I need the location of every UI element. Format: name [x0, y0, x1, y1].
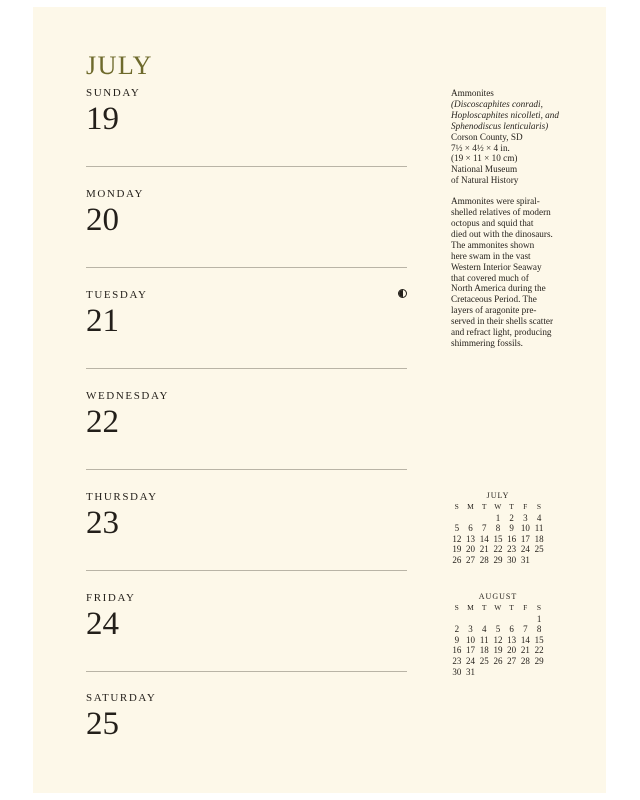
credit-line: of Natural History	[451, 175, 519, 186]
artwork-credit	[451, 88, 561, 186]
calendar-date[interactable]: 3	[468, 624, 473, 635]
day-entry[interactable]	[86, 87, 407, 187]
description-line: shimmering fossils.	[451, 337, 523, 348]
calendar-date[interactable]: 27	[466, 554, 476, 565]
day-number: 21	[86, 303, 119, 339]
calendar-date	[491, 667, 505, 678]
calendar-date[interactable]: 29	[493, 554, 503, 565]
day-name: TUESDAY	[86, 289, 148, 301]
description-line: Cretaceous Period. The	[451, 294, 537, 305]
calendar-date[interactable]: 2	[509, 512, 514, 523]
weekday-header: M	[467, 603, 475, 612]
day-entry[interactable]	[86, 188, 407, 288]
calendar-date[interactable]: 8	[495, 523, 501, 534]
calendar-date[interactable]: 10	[520, 523, 530, 534]
day-name: MONDAY	[86, 188, 145, 200]
credit-line: National Museum	[451, 164, 518, 175]
artwork-caption	[451, 88, 561, 349]
calendar-date	[464, 614, 478, 625]
calendar-date[interactable]: 27	[507, 655, 517, 666]
calendar-date[interactable]: 7	[523, 624, 528, 635]
credit-line: (19 × 11 × 10 cm)	[451, 153, 518, 164]
mini-calendar-title: JULY	[486, 491, 510, 500]
calendar-date[interactable]: 28	[520, 655, 530, 666]
calendar-date[interactable]: 8	[536, 624, 542, 635]
calendar-date[interactable]: 13	[507, 634, 517, 645]
day-number: 25	[86, 706, 119, 742]
description-line: Western Interior Seaway	[451, 261, 542, 272]
description-line: died out with the dinosaurs.	[451, 228, 553, 239]
day-number: 23	[86, 505, 119, 541]
calendar-date	[477, 513, 491, 524]
calendar-date[interactable]: 21	[520, 645, 530, 656]
credit-line: Hoploscaphites nicolleti, and	[451, 109, 559, 120]
description-line: here swam in the vast	[451, 250, 531, 261]
calendar-date[interactable]: 22	[534, 645, 544, 656]
mini-calendar	[450, 491, 546, 566]
calendar-date[interactable]: 20	[507, 645, 517, 656]
calendar-date[interactable]: 12	[493, 634, 503, 645]
day-divider	[86, 469, 407, 470]
calendar-date	[491, 614, 505, 625]
description-line: octopus and squid that	[451, 217, 534, 228]
weekday-header: W	[494, 603, 502, 612]
calendar-date[interactable]: 23	[452, 655, 462, 666]
mini-calendar-title: AUGUST	[478, 592, 518, 601]
credit-line: (Discoscaphites conradi,	[451, 98, 543, 109]
calendar-date[interactable]: 30	[507, 554, 517, 565]
day-divider	[86, 166, 407, 167]
calendar-date	[450, 614, 464, 625]
description-line: layers of aragonite pre-	[451, 305, 537, 316]
calendar-date[interactable]: 12	[452, 533, 462, 544]
calendar-date[interactable]: 5	[495, 624, 501, 635]
calendar-date[interactable]: 24	[466, 655, 476, 666]
mini-calendar-grid	[450, 502, 546, 566]
calendar-date[interactable]: 25	[479, 655, 489, 666]
calendar-date	[477, 614, 491, 625]
weekday-header: F	[523, 502, 528, 511]
calendar-date[interactable]: 22	[493, 544, 503, 555]
weekday-header: T	[481, 603, 487, 612]
calendar-date	[450, 513, 464, 524]
calendar-date[interactable]: 17	[466, 645, 476, 656]
calendar-date[interactable]: 6	[468, 523, 473, 534]
mini-calendar-grid	[450, 603, 546, 677]
calendar-date	[505, 667, 519, 678]
day-number: 19	[86, 101, 119, 137]
calendar-date[interactable]: 31	[466, 666, 476, 677]
calendar-date[interactable]: 2	[454, 624, 460, 635]
weekday-header: T	[481, 502, 487, 511]
calendar-date[interactable]: 3	[523, 512, 528, 523]
weekday-header: F	[523, 603, 528, 612]
calendar-date[interactable]: 17	[520, 533, 530, 544]
day-name: WEDNESDAY	[86, 390, 170, 402]
day-divider	[86, 267, 407, 268]
calendar-date	[477, 667, 491, 678]
day-entry[interactable]	[86, 692, 407, 792]
calendar-date[interactable]: 5	[454, 523, 460, 534]
day-divider	[86, 671, 407, 672]
day-divider	[86, 368, 407, 369]
weekday-header: M	[467, 502, 475, 511]
weekday-header: W	[494, 502, 502, 511]
calendar-date	[532, 667, 546, 678]
mini-calendar	[450, 592, 546, 677]
description-line: that covered much of	[451, 272, 529, 283]
calendar-date	[519, 667, 533, 678]
weekday-header: T	[509, 603, 515, 612]
calendar-date[interactable]: 31	[520, 554, 530, 565]
calendar-date	[532, 555, 546, 566]
calendar-date[interactable]: 19	[452, 544, 462, 555]
calendar-date[interactable]: 28	[479, 554, 489, 565]
calendar-date[interactable]: 24	[520, 544, 530, 555]
calendar-date[interactable]: 9	[454, 634, 460, 645]
day-number: 22	[86, 404, 119, 440]
description-line: and refract light, producing	[451, 327, 552, 338]
day-entry[interactable]	[86, 390, 407, 490]
weekday-header: S	[454, 603, 460, 612]
day-name: FRIDAY	[86, 592, 136, 604]
weekday-header: S	[536, 502, 542, 511]
weekday-header: S	[536, 603, 542, 612]
day-entry[interactable]	[86, 289, 407, 389]
calendar-date[interactable]: 9	[509, 523, 514, 534]
calendar-date[interactable]: 13	[466, 533, 476, 544]
calendar-date	[505, 614, 519, 625]
description-line: The ammonites shown	[451, 239, 535, 250]
calendar-date	[464, 513, 478, 524]
calendar-date[interactable]: 7	[482, 523, 487, 534]
artwork-description	[451, 196, 561, 349]
calendar-date[interactable]: 16	[507, 533, 517, 544]
credit-line: Ammonites	[451, 88, 494, 98]
description-line: shelled relatives of modern	[451, 207, 551, 218]
description-line: Ammonites were spiral-	[451, 196, 540, 207]
month-title: JULY	[86, 51, 153, 80]
calendar-date[interactable]: 14	[520, 634, 530, 645]
calendar-date[interactable]: 15	[534, 634, 544, 645]
calendar-date[interactable]: 6	[509, 624, 514, 635]
calendar-date[interactable]: 4	[482, 624, 487, 635]
calendar-date[interactable]: 26	[452, 554, 462, 565]
description-line: served in their shells scatter	[451, 316, 554, 327]
calendar-date[interactable]: 25	[534, 544, 544, 555]
weekday-header: T	[509, 502, 515, 511]
first-quarter-moon-icon	[398, 289, 407, 298]
day-entry[interactable]	[86, 592, 407, 692]
description-line: North America during the	[451, 283, 546, 294]
calendar-date	[519, 614, 533, 625]
day-number: 20	[86, 202, 119, 238]
day-name: SUNDAY	[86, 87, 141, 99]
calendar-date[interactable]: 11	[534, 523, 544, 534]
weekday-header: S	[454, 502, 460, 511]
calendar-date[interactable]: 26	[493, 655, 503, 666]
credit-line: Corson County, SD	[451, 131, 523, 142]
credit-line: Sphenodiscus lenticularis)	[451, 120, 549, 131]
calendar-date[interactable]: 23	[507, 544, 517, 555]
day-number: 24	[86, 606, 119, 642]
calendar-date[interactable]: 1	[536, 613, 542, 624]
calendar-date[interactable]: 18	[534, 533, 544, 544]
day-entry[interactable]	[86, 491, 407, 591]
calendar-date[interactable]: 18	[479, 645, 489, 656]
day-divider	[86, 570, 407, 571]
calendar-date[interactable]: 4	[536, 512, 542, 523]
day-name: SATURDAY	[86, 692, 157, 704]
calendar-date[interactable]: 10	[466, 634, 476, 645]
calendar-date[interactable]: 21	[479, 544, 489, 555]
calendar-date[interactable]: 30	[452, 666, 462, 677]
calendar-date[interactable]: 15	[493, 533, 503, 544]
calendar-date[interactable]: 1	[495, 512, 501, 523]
calendar-date[interactable]: 19	[493, 645, 503, 656]
planner-page	[33, 7, 606, 793]
calendar-date[interactable]: 29	[534, 655, 544, 666]
calendar-date[interactable]: 16	[452, 645, 462, 656]
day-name: THURSDAY	[86, 491, 158, 503]
calendar-date[interactable]: 11	[479, 634, 489, 645]
calendar-date[interactable]: 14	[479, 533, 489, 544]
credit-line: 7½ × 4½ × 4 in.	[451, 142, 510, 153]
calendar-date[interactable]: 20	[466, 544, 476, 555]
